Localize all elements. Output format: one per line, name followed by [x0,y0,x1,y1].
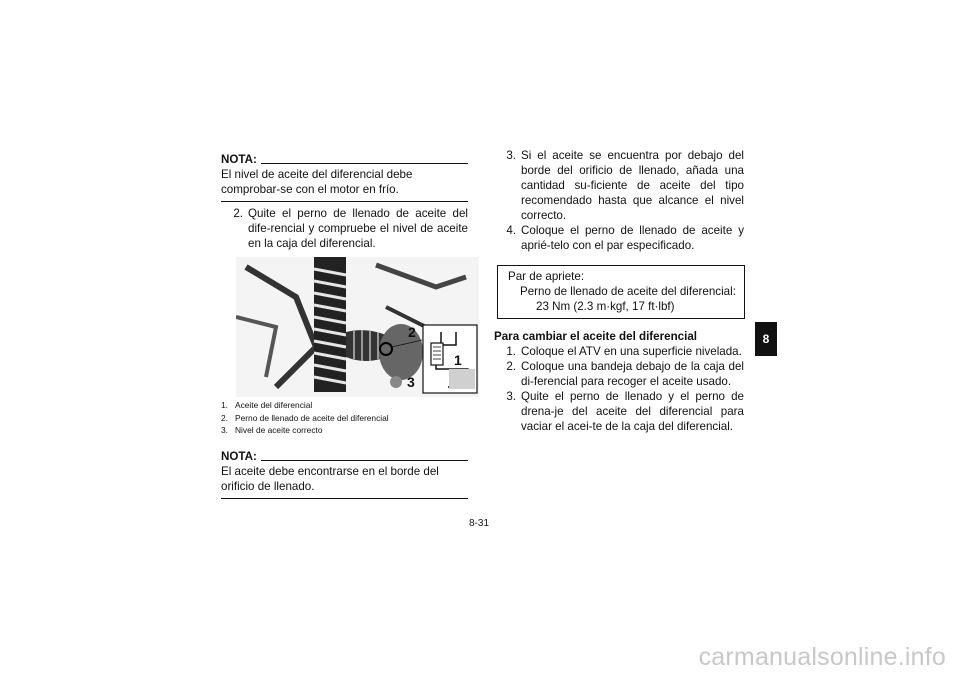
caption-item [221,424,468,437]
nota-heading [221,152,468,167]
change-step-3 [494,389,744,434]
caption-item [221,412,468,425]
step-number: 3. [506,390,516,403]
torque-item: Perno de llenado de aceite del diferencial: [520,285,736,298]
differential-photo [236,257,479,397]
nota-end-rule [221,498,468,499]
caption-number: 3. [221,425,228,435]
figure-captions [221,399,468,437]
torque-spec-box [497,265,745,319]
caption-number: 1. [221,400,228,410]
step-text: Coloque el ATV en una superficie nivelada. [521,345,742,358]
nota-end-rule [221,201,468,202]
caption-text: Perno de llenado de aceite del diferencial [235,412,389,423]
page-number: 8-31 [469,518,490,529]
step-number: 1. [506,345,516,358]
step-3 [494,148,744,223]
step-text: Coloque el perno de llenado de aceite y aprié-telo con el par especificado. [521,224,744,252]
step-text: Quite el perno de llenado y el perno de drena-je del aceite del diferencial para vaciar el acei-te de la caja del diferencial. [521,390,744,433]
callout-3: 3 [407,374,415,390]
section-heading: Para cambiar el aceite del diferencial [494,330,697,343]
step-text: Quite el perno de llenado de aceite del dife-rencial y compruebe el nivel de aceite en la caja del diferencial. [248,207,468,250]
torque-label: Par de apriete: [508,270,585,283]
torque-value: 23 Nm (2.3 m·kgf, 17 ft·lbf) [536,300,675,313]
watermark: carmanualsonline.info [698,643,946,671]
step-2 [221,206,468,251]
nota-rule [261,163,468,164]
change-step-2 [494,359,744,389]
nota-text: El aceite debe encontrarse en el borde del orificio de llenado. [221,464,439,493]
callout-1: 1 [454,352,462,368]
differential-illustration [236,257,479,397]
callout-2: 2 [408,324,416,340]
nota-rule [261,460,468,461]
left-column [221,152,468,499]
step-4 [494,223,744,253]
nota-text: El nivel de aceite del diferencial debe comprobar-se con el motor en frío. [221,168,413,196]
caption-text: Nivel de aceite correcto [235,425,323,435]
nota-label: NOTA: [221,449,257,463]
chapter-tab: 8 [755,322,777,356]
step-text: Coloque una bandeja debajo de la caja del di-ferencial para recoger el aceite usado. [521,360,744,388]
caption-item [221,399,468,412]
caption-number: 2. [221,412,228,423]
step-number: 4. [506,224,516,237]
nota-heading [221,449,468,464]
caption-text: Aceite del diferencial [235,400,313,410]
step-text: Si el aceite se encuentra por debajo del borde del orificio de llenado, añada una cantidad su-ficiente de aceite del tipo recomendado hasta que alcance el nivel correcto. [521,149,744,222]
step-number: 3. [506,149,516,162]
right-column [494,148,744,434]
change-step-1 [494,344,744,359]
step-number: 2. [233,207,243,220]
nota-label: NOTA: [221,153,257,166]
step-number: 2. [506,360,516,373]
